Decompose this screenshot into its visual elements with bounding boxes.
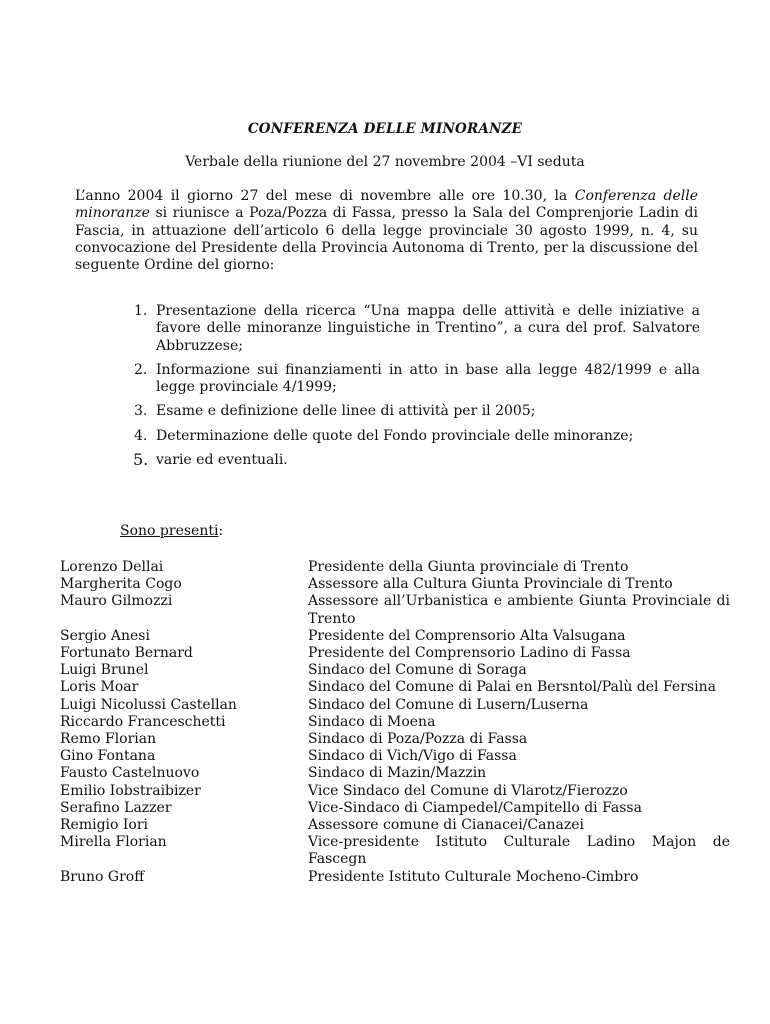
document-title: CONFERENZA DELLE MINORANZE bbox=[247, 121, 523, 137]
attendee-role: Assessore comune di Cianacei/Canazei bbox=[308, 817, 584, 834]
agenda-item-text: varie ed eventuali. bbox=[156, 452, 288, 469]
attendee-row bbox=[60, 593, 730, 627]
agenda-item-number: 1. bbox=[134, 303, 148, 319]
present-heading-colon: : bbox=[218, 523, 224, 539]
attendee-name: Lorenzo Dellai bbox=[60, 559, 164, 575]
attendee-row bbox=[60, 645, 730, 662]
attendee-row bbox=[60, 800, 730, 817]
attendee-role: Presidente del Comprensorio Ladino di Fassa bbox=[308, 645, 631, 662]
attendees-list bbox=[60, 559, 730, 886]
attendee-role: Sindaco del Comune di Soraga bbox=[308, 662, 527, 679]
attendee-row bbox=[60, 628, 730, 645]
present-heading bbox=[120, 523, 223, 539]
attendee-row bbox=[60, 714, 730, 731]
present-heading-text: Sono presenti bbox=[120, 523, 219, 539]
attendee-name: Sergio Anesi bbox=[60, 627, 150, 644]
agenda-item bbox=[120, 303, 700, 355]
agenda-item bbox=[120, 403, 700, 420]
attendee-row bbox=[60, 679, 730, 696]
attendee-name: Fausto Castelnuovo bbox=[60, 765, 200, 782]
attendee-role: Vice Sindaco del Comune di Vlarotz/Fierozzo bbox=[308, 782, 628, 799]
attendee-role: Sindaco di Poza/Pozza di Fassa bbox=[308, 731, 528, 748]
agenda-item-text: Determinazione delle quote del Fondo provinciale delle minoranze; bbox=[156, 427, 634, 444]
attendee-role: Sindaco di Vich/Vigo di Fassa bbox=[308, 748, 517, 765]
attendee-name: Riccardo Franceschetti bbox=[60, 713, 226, 730]
intro-text-part2: si riunisce a Poza/Pozza di Fassa, presso la Sala del Comprenjorie Ladin di Fascia, in attuazione dell’articolo 6 della legge provinciale 30 agosto 1999, n. 4, su convocazione del Presidente della Provincia Autonoma di Trento, per la discussione del seguente Ordine del giorno: bbox=[75, 205, 698, 274]
attendee-name: Fortunato Bernard bbox=[60, 645, 193, 662]
attendee-name: Mirella Florian bbox=[60, 834, 167, 851]
attendee-name: Margherita Cogo bbox=[60, 576, 182, 593]
attendee-role: Sindaco di Moena bbox=[308, 713, 436, 730]
agenda-item bbox=[120, 428, 700, 445]
agenda-item bbox=[120, 452, 700, 469]
attendee-name: Gino Fontana bbox=[60, 748, 156, 765]
attendee-role: Sindaco del Comune di Palai en Bersntol/Palù del Fersina bbox=[308, 679, 716, 696]
attendee-name: Emilio Iobstraibizer bbox=[60, 782, 201, 799]
attendee-role: Assessore all’Urbanistica e ambiente Giunta Provinciale di Trento bbox=[308, 593, 730, 627]
agenda-item-number: 3. bbox=[134, 403, 148, 420]
agenda-list bbox=[120, 303, 700, 476]
agenda-item-text: Presentazione della ricerca “Una mappa delle attività e delle iniziative a favore delle minoranze linguistiche in Trentino”, a cura del prof. Salvatore Abbruzzese; bbox=[156, 303, 700, 354]
agenda-item-number: 4. bbox=[134, 427, 148, 444]
attendee-role: Sindaco del Comune di Lusern/Luserna bbox=[308, 696, 589, 713]
attendee-row bbox=[60, 731, 730, 748]
attendee-role: Assessore alla Cultura Giunta Provinciale di Trento bbox=[308, 576, 673, 593]
attendee-role: Presidente del Comprensorio Alta Valsugana bbox=[308, 627, 626, 644]
attendee-row bbox=[60, 697, 730, 714]
intro-italic-conference: Conferenza delle minoranze bbox=[75, 188, 699, 222]
attendee-row bbox=[60, 834, 730, 868]
intro-paragraph bbox=[75, 188, 698, 274]
intro-text-part1: L’anno 2004 il giorno 27 del mese di novembre alle ore 10.30, la bbox=[75, 188, 575, 204]
attendee-row bbox=[60, 559, 730, 576]
attendee-name: Serafino Lazzer bbox=[60, 799, 172, 816]
attendee-role: Presidente Istituto Culturale Mocheno-Cimbro bbox=[308, 868, 639, 885]
attendee-row bbox=[60, 748, 730, 765]
agenda-item-text: Informazione sui finanziamenti in atto in base alla legge 482/1999 e alla legge provinciale 4/1999; bbox=[156, 361, 700, 396]
attendee-name: Loris Moar bbox=[60, 679, 139, 696]
attendee-row bbox=[60, 662, 730, 679]
attendee-name: Luigi Nicolussi Castellan bbox=[60, 696, 237, 713]
attendee-row bbox=[60, 783, 730, 800]
attendee-row bbox=[60, 817, 730, 834]
attendee-role: Presidente della Giunta provinciale di Trento bbox=[308, 559, 629, 575]
agenda-item-text: Esame e definizione delle linee di attività per il 2005; bbox=[156, 403, 536, 420]
attendee-row bbox=[60, 576, 730, 593]
attendee-role: Sindaco di Mazin/Mazzin bbox=[308, 765, 487, 782]
attendee-row bbox=[60, 765, 730, 782]
attendee-role: Vice-Sindaco di Ciampedel/Campitello di Fassa bbox=[308, 799, 642, 816]
agenda-item bbox=[120, 362, 700, 397]
attendee-name: Luigi Brunel bbox=[60, 662, 149, 679]
attendee-name: Remo Florian bbox=[60, 731, 157, 748]
attendee-role: Vice-presidente Istituto Culturale Ladino Majon de Fascegn bbox=[308, 834, 730, 868]
document-subtitle: Verbale della riunione del 27 novembre 2004 –VI seduta bbox=[185, 154, 585, 170]
attendee-name: Remigio Iori bbox=[60, 817, 149, 834]
agenda-item-number: 2. bbox=[134, 361, 148, 378]
agenda-item-number: 5. bbox=[133, 450, 149, 470]
attendee-name: Mauro Gilmozzi bbox=[60, 593, 173, 610]
attendee-row bbox=[60, 869, 730, 886]
attendee-name: Bruno Groff bbox=[60, 868, 145, 885]
